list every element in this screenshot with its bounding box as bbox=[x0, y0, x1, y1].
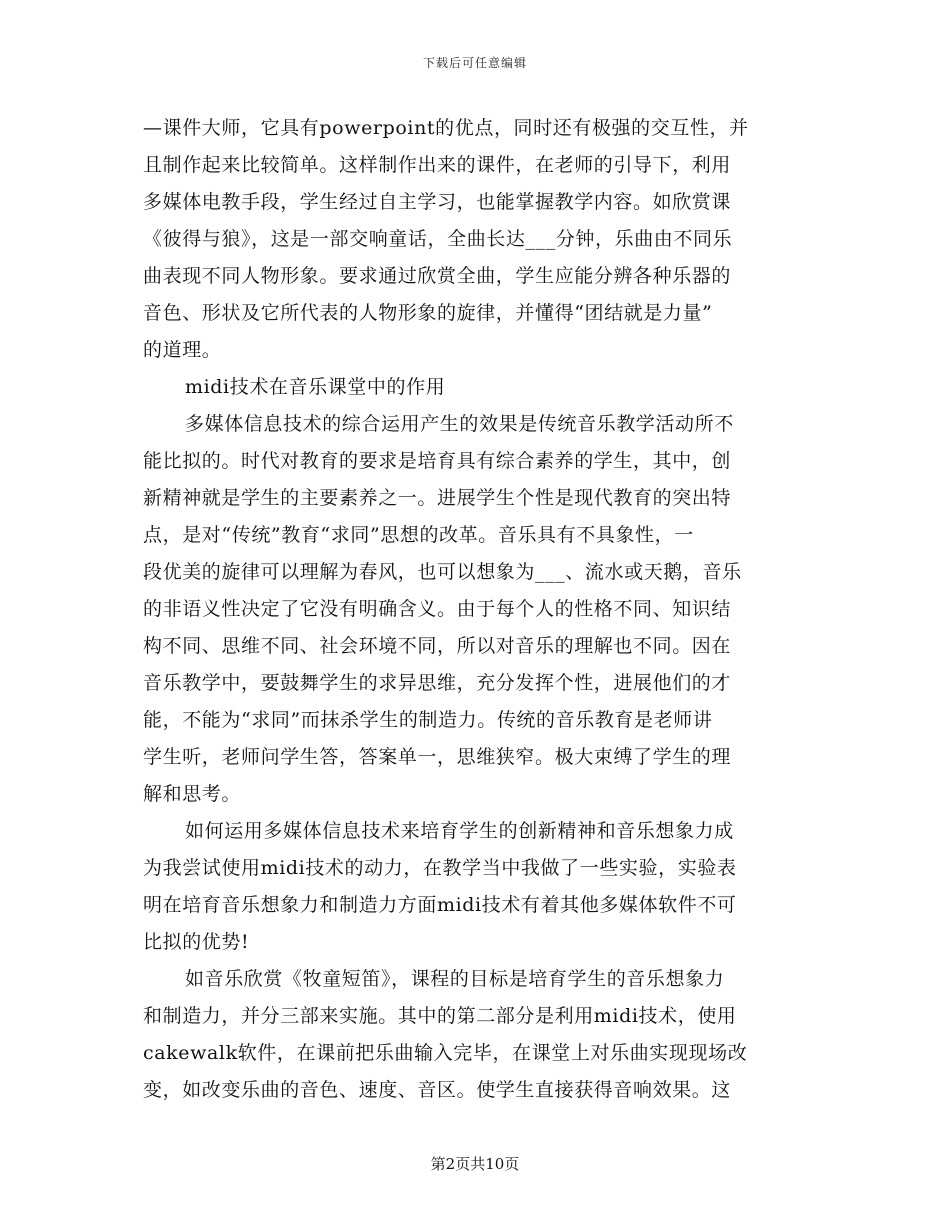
text-line: 和制造力，并分三部来实施。其中的第二部分是利用midi技术，使用 bbox=[143, 1005, 737, 1027]
text-line: —课件大师，它具有powerpoint的优点，同时还有极强的交互性，并 bbox=[143, 117, 749, 139]
text-line: 构不同、思维不同、社会环境不同，所以对音乐的理解也不同。因在 bbox=[143, 635, 732, 657]
text-line: 为我尝试使用midi技术的动力，在教学当中我做了一些实验，实验表 bbox=[143, 857, 737, 879]
section-heading: midi技术在音乐课堂中的作用 bbox=[185, 376, 446, 398]
text-line: 点，是对“传统”教育“求同”思想的改革。音乐具有不具象性，一 bbox=[143, 524, 694, 546]
text-line: 如音乐欣赏《牧童短笛》，课程的目标是培育学生的音乐想象力 bbox=[185, 968, 725, 990]
text-line: 比拟的优势! bbox=[143, 931, 250, 953]
text-line: 曲表现不同人物形象。要求通过欣赏全曲，学生应能分辨各种乐器的 bbox=[143, 265, 732, 287]
text-line: 变，如改变乐曲的音色、速度、音区。使学生直接获得音响效果。这 bbox=[143, 1079, 732, 1101]
text-line: 《彼得与狼》，这是一部交响童话，全曲长达___分钟，乐曲由不同乐 bbox=[143, 228, 733, 250]
page-number: 第2页共10页 bbox=[430, 1155, 520, 1173]
text-line: cakewalk软件，在课前把乐曲输入完毕，在课堂上对乐曲实现现场改 bbox=[143, 1042, 748, 1064]
text-line: 如何运用多媒体信息技术来培育学生的创新精神和音乐想象力成 bbox=[185, 820, 734, 842]
text-line: 新精神就是学生的主要素养之一。进展学生个性是现代教育的突出特 bbox=[143, 487, 732, 509]
text-line: 能比拟的。时代对教育的要求是培育具有综合素养的学生，其中，创 bbox=[143, 450, 732, 472]
header-note: 下载后可任意编辑 bbox=[422, 56, 527, 70]
text-line: 明在培育音乐想象力和制造力方面midi技术有着其他多媒体软件不可 bbox=[143, 894, 737, 916]
text-line: 的非语义性决定了它没有明确含义。由于每个人的性格不同、知识结 bbox=[143, 598, 732, 620]
text-line: 多媒体电教手段，学生经过自主学习，也能掌握教学内容。如欣赏课 bbox=[143, 191, 732, 213]
text-line: 且制作起来比较简单。这样制作出来的课件，在老师的引导下，利用 bbox=[143, 154, 732, 176]
text-line: 解和思考。 bbox=[143, 783, 242, 805]
text-line: 多媒体信息技术的综合运用产生的效果是传统音乐教学活动所不 bbox=[185, 413, 734, 435]
text-line: 音色、形状及它所代表的人物形象的旋律，并懂得“团结就是力量” bbox=[143, 302, 713, 324]
document-body bbox=[143, 110, 803, 1109]
text-line: 的道理。 bbox=[143, 339, 222, 361]
text-line: 段优美的旋律可以理解为春风，也可以想象为___、流水或天鹅，音乐 bbox=[143, 561, 742, 583]
text-line: 学生听，老师问学生答，答案单一，思维狭窄。极大束缚了学生的理 bbox=[143, 746, 732, 768]
text-line: 音乐教学中，要鼓舞学生的求异思维，充分发挥个性，进展他们的才 bbox=[143, 672, 732, 694]
text-line: 能，不能为“求同”而抹杀学生的制造力。传统的音乐教育是老师讲 bbox=[143, 709, 713, 731]
